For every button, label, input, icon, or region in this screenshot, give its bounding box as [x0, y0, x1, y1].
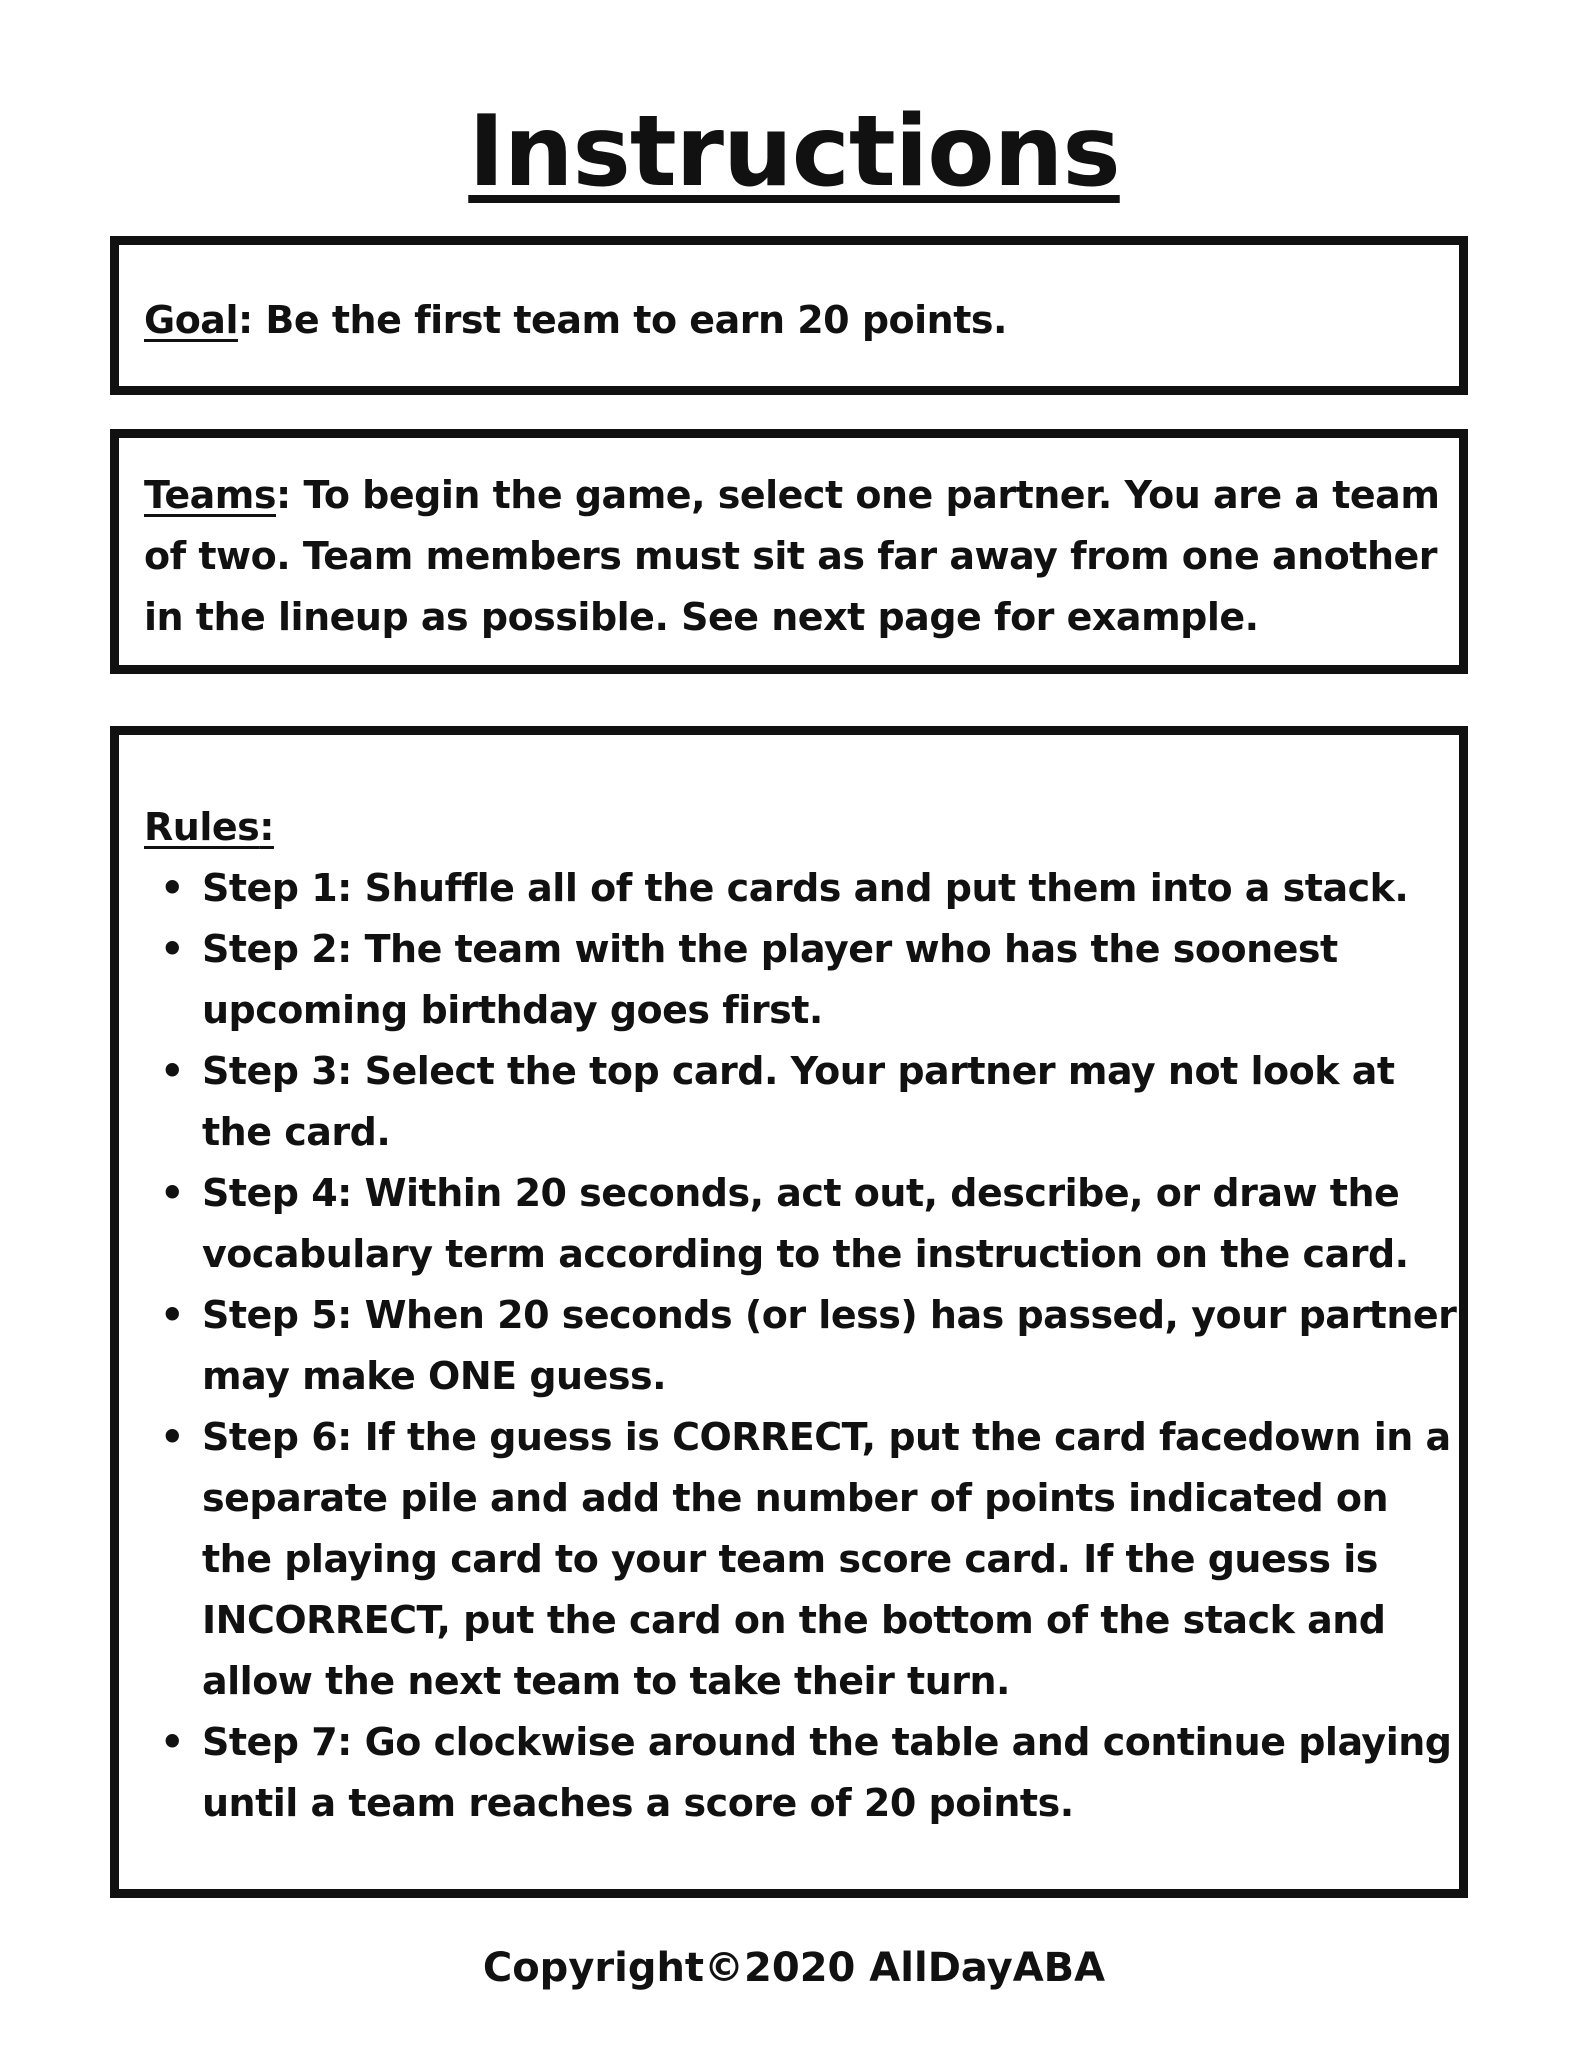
rule-step-1 — [144, 858, 1459, 919]
copyright-footer: Copyright©2020 AllDayABA — [482, 1945, 1106, 1991]
bullet-icon: • — [160, 1415, 184, 1459]
rules-heading — [144, 797, 1459, 858]
rules-list — [144, 858, 1459, 1834]
page-title — [0, 92, 1588, 212]
bullet-icon: • — [160, 927, 184, 971]
rules-content — [144, 797, 1459, 1834]
rules-label: Rules — [144, 805, 260, 849]
rule-step-text: Step 1: Shuffle all of the cards and put them into a stack. — [202, 866, 1409, 910]
teams-box — [110, 429, 1468, 674]
rules-colon: : — [259, 805, 274, 849]
rule-step-2 — [144, 919, 1459, 1041]
rule-step-text: Step 3: Select the top card. Your partner may not look at the card. — [202, 1049, 1395, 1154]
title-text: Instructions — [468, 95, 1120, 209]
rules-box — [110, 726, 1468, 1898]
teams-paragraph — [144, 465, 1454, 648]
bullet-icon: • — [160, 1171, 184, 1215]
goal-paragraph — [144, 290, 1444, 351]
rule-step-4 — [144, 1163, 1459, 1285]
rule-step-text: Step 6: If the guess is CORRECT, put the card facedown in a separate pile and add the number of points indicated on the playing card to your team score card. If the guess is INCORRECT, put the card on the bottom of the stack and allow the next team to take their turn. — [202, 1415, 1451, 1703]
rule-step-3 — [144, 1041, 1459, 1163]
rule-step-6 — [144, 1407, 1459, 1712]
goal-text: : Be the first team to earn 20 points. — [237, 298, 1007, 342]
rule-step-text: Step 4: Within 20 seconds, act out, describe, or draw the vocabulary term according to the instruction on the card. — [202, 1171, 1409, 1276]
bullet-icon: • — [160, 1293, 184, 1337]
rule-step-text: Step 7: Go clockwise around the table and continue playing until a team reaches a score of 20 points. — [202, 1720, 1452, 1825]
goal-box — [110, 236, 1468, 395]
teams-label: Teams — [144, 473, 277, 517]
bullet-icon: • — [160, 1720, 184, 1764]
rule-step-5 — [144, 1285, 1459, 1407]
rule-step-text: Step 5: When 20 seconds (or less) has passed, your partner may make ONE guess. — [202, 1293, 1457, 1398]
rule-step-text: Step 2: The team with the player who has the soonest upcoming birthday goes first. — [202, 927, 1338, 1032]
teams-text: : To begin the game, select one partner. You are a team of two. Team members must sit as far away from one another in the lineup as possible. See next page for example. — [144, 473, 1440, 639]
bullet-icon: • — [160, 866, 184, 910]
rule-step-7 — [144, 1712, 1459, 1834]
bullet-icon: • — [160, 1049, 184, 1093]
goal-label: Goal — [144, 298, 238, 342]
